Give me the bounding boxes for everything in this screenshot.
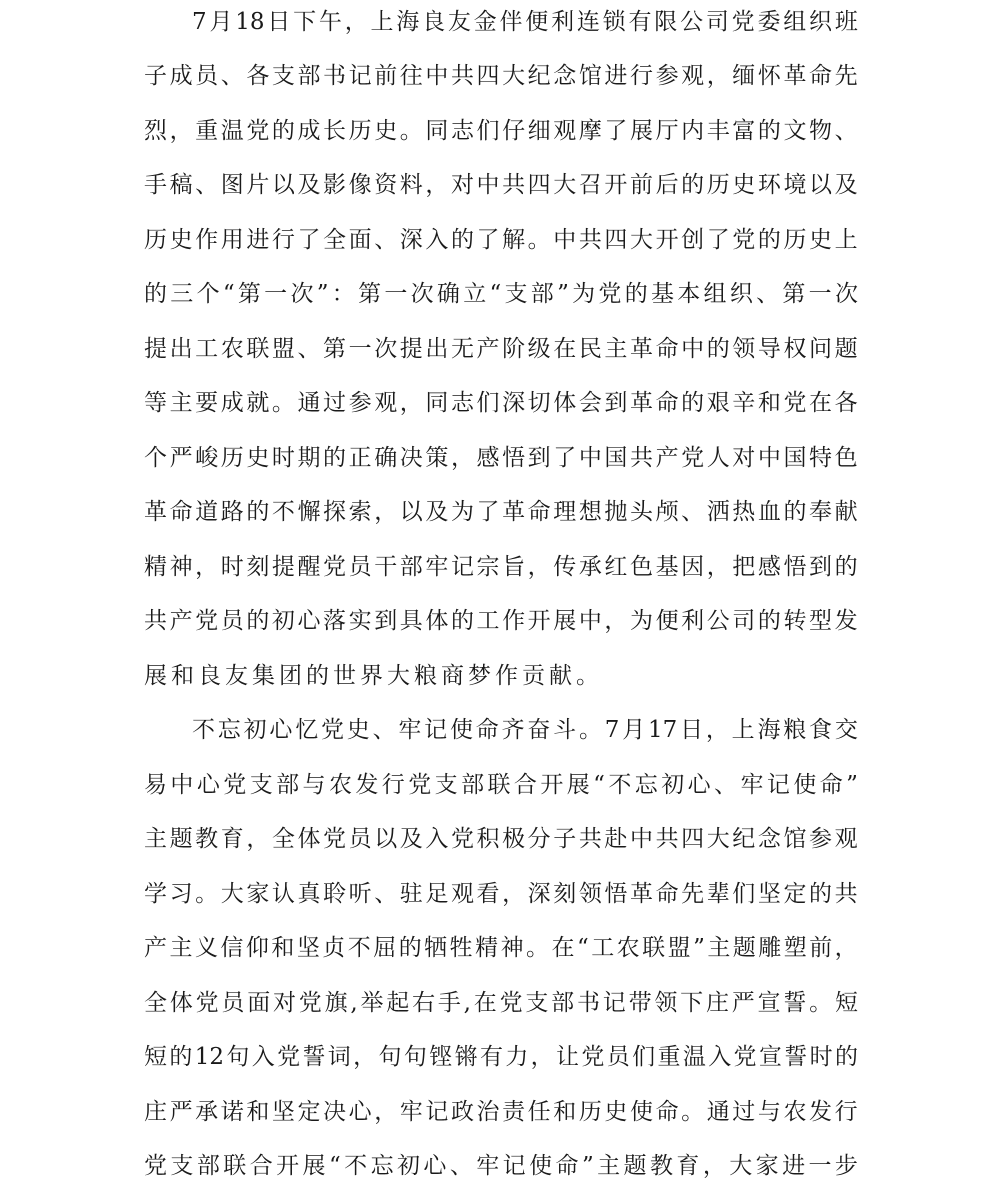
paragraph-1-line-3: 烈 ， 重 温 党 的 成 长 历 史 。 同 志 们 仔 细 观 摩 了 展 厅 内 丰 富 的 文 物 、: [144, 118, 858, 144]
paragraph-2-line-8: 庄 严 承 诺 和 坚 定 决 心 ， 牢 记 政 治 责 任 和 历 史 使 命 。 通 过 与 农 发 行: [144, 1099, 858, 1125]
paragraph-2-line-3: 主 题 教 育 ， 全 体 党 员 以 及 入 党 积 极 分 子 共 赴 中 共 四 大 纪 念 馆 参 观: [144, 826, 858, 852]
paragraph-1-line-13: 展和良友集团的世界大粮商梦作贡献。: [144, 663, 603, 689]
paragraph-2-line-2: 易 中 心 党 支 部 与 农 发 行 党 支 部 联 合 开 展 “ 不 忘 初 心 、 牢 记 使 命 ”: [144, 772, 858, 798]
paragraph-1-line-11: 精 神 ， 时 刻 提 醒 党 员 干 部 牢 记 宗 旨 ， 传 承 红 色 基 因 ， 把 感 悟 到 的: [144, 554, 858, 580]
paragraph-1-line-10: 革 命 道 路 的 不 懈 探 索 ， 以 及 为 了 革 命 理 想 抛 头 颅 、 洒 热 血 的 奉 献: [144, 499, 858, 525]
paragraph-2-line-7: 短 的 12 句 入 党 誓 词 ， 句 句 铿 锵 有 力 ， 让 党 员 们 重 温 入 党 宣 誓 时 的: [144, 1044, 858, 1070]
paragraph-1-line-12: 共 产 党 员 的 初 心 落 实 到 具 体 的 工 作 开 展 中 ， 为 便 利 公 司 的 转 型 发: [144, 608, 858, 634]
paragraph-2-line-4: 学 习 。 大 家 认 真 聆 听 、 驻 足 观 看 ， 深 刻 领 悟 革 命 先 辈 们 坚 定 的 共: [144, 881, 858, 907]
paragraph-2-line-5: 产 主 义 信 仰 和 坚 贞 不 屈 的 牺 牲 精 神 。 在 “ 工 农 联 盟 ” 主 题 雕 塑 前 ，: [144, 935, 858, 961]
paragraph-2-line-6: 全 体 党 员 面 对 党 旗 , 举 起 右 手 , 在 党 支 部 书 记 带 领 下 庄 严 宣 誓 。 短: [144, 990, 858, 1016]
paragraph-1-line-4: 手 稿 、 图 片 以 及 影 像 资 料 ， 对 中 共 四 大 召 开 前 后 的 历 史 环 境 以 及: [144, 172, 858, 198]
paragraph-1-line-2: 子 成 员 、 各 支 部 书 记 前 往 中 共 四 大 纪 念 馆 进 行 参 观 ， 缅 怀 革 命 先: [144, 63, 858, 89]
paragraph-1-line-9: 个 严 峻 历 史 时 期 的 正 确 决 策 ， 感 悟 到 了 中 国 共 产 党 人 对 中 国 特 色: [144, 445, 858, 471]
paragraph-2-line-9: 党 支 部 联 合 开 展 “ 不 忘 初 心 、 牢 记 使 命 ” 主 题 教 育 ， 大 家 进 一 步: [144, 1153, 858, 1179]
paragraph-1-line-7: 提 出 工 农 联 盟 、 第 一 次 提 出 无 产 阶 级 在 民 主 革 命 中 的 领 导 权 问 题: [144, 336, 858, 362]
paragraph-1-line-1: 7 月 18 日 下 午 ， 上 海 良 友 金 伴 便 利 连 锁 有 限 公 司 党 委 组 织 班: [192, 9, 858, 35]
paragraph-1-line-5: 历 史 作 用 进 行 了 全 面 、 深 入 的 了 解 。 中 共 四 大 开 创 了 党 的 历 史 上: [144, 227, 858, 253]
paragraph-1-line-6: 的 三 个 “ 第 一 次 ” ： 第 一 次 确 立 “ 支 部 ” 为 党 的 基 本 组 织 、 第 一 次: [144, 281, 858, 307]
paragraph-1-line-8: 等 主 要 成 就 。 通 过 参 观 ， 同 志 们 深 切 体 会 到 革 命 的 艰 辛 和 党 在 各: [144, 390, 858, 416]
paragraph-2-line-1: 不 忘 初 心 忆 党 史 、 牢 记 使 命 齐 奋 斗 。 7 月 17 日 ， 上 海 粮 食 交: [192, 717, 858, 743]
